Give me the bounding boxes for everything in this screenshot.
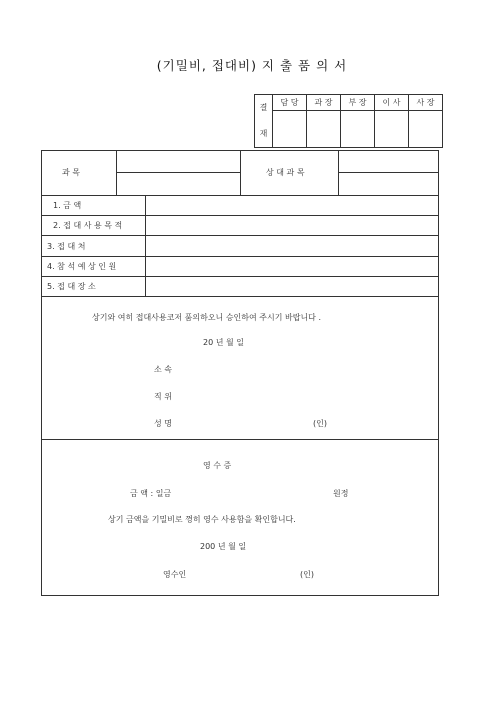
receipt-receiver-input[interactable]: [195, 565, 295, 581]
receipt-date: 200 년 월 일: [200, 542, 247, 551]
field-label-purpose: 2. 접 대 사 용 목 적: [53, 221, 123, 230]
approval-col-director: 이 사: [375, 95, 409, 111]
request-affiliation-label: 소 속: [154, 365, 172, 374]
approval-sign-section-chief[interactable]: [307, 111, 341, 148]
approval-col-staff: 담 당: [273, 95, 307, 111]
account-divider-2: [240, 150, 241, 195]
field-input-purpose[interactable]: [147, 216, 436, 234]
request-position-input[interactable]: [185, 387, 385, 403]
approval-sign-dept-head[interactable]: [341, 111, 375, 148]
counter-account-input-1[interactable]: [340, 152, 436, 171]
document-title: (기밀비, 접대비) 지 출 품 의 서: [156, 58, 348, 73]
request-name-label: 성 명: [154, 419, 172, 428]
counter-account-input-2[interactable]: [340, 174, 436, 193]
request-seal: (인): [313, 419, 327, 428]
account-mid-line-left: [116, 172, 240, 173]
field-input-attendees[interactable]: [147, 257, 436, 275]
section-divider: [41, 439, 438, 440]
field-input-amount[interactable]: [147, 196, 436, 214]
field-input-entertained[interactable]: [147, 236, 436, 255]
approval-label-top: 결: [259, 103, 268, 112]
approval-col-president: 사 장: [409, 95, 443, 111]
request-date: 20 년 월 일: [203, 338, 244, 347]
receipt-statement: 상기 금액을 기밀비로 꼉히 영수 사용함을 확인합니다.: [108, 515, 296, 524]
row-line-5: [41, 296, 438, 297]
field-label-venue: 5. 접 대 장 소: [47, 282, 96, 291]
account-item-input-2[interactable]: [118, 174, 238, 193]
request-affiliation-input[interactable]: [185, 360, 385, 376]
receipt-receiver-label: 영수인: [163, 570, 187, 579]
receipt-seal: (인): [300, 570, 314, 579]
receipt-amount-input[interactable]: [190, 484, 328, 500]
receipt-amount-label: 금 액 : 일금: [130, 489, 172, 498]
request-name-input[interactable]: [185, 414, 305, 430]
account-item-input-1[interactable]: [118, 152, 238, 171]
counter-account-label: 상 대 과 목: [266, 168, 305, 177]
approval-box: [254, 94, 443, 148]
approval-col-section-chief: 과 장: [307, 95, 341, 111]
request-statement: 상기와 여히 접대사용코저 품의하오니 승인하여 주시기 바랍니다 .: [92, 313, 321, 322]
field-label-attendees: 4. 참 석 예 상 인 원: [47, 262, 117, 271]
field-label-divider: [145, 195, 146, 296]
account-mid-line-right: [338, 172, 438, 173]
field-label-amount: 1. 금 액: [53, 201, 82, 210]
approval-col-dept-head: 부 장: [341, 95, 375, 111]
account-item-label: 과 목: [62, 168, 80, 177]
approval-sign-director[interactable]: [375, 111, 409, 148]
approval-label: [255, 95, 273, 148]
receipt-heading: 영 수 증: [203, 461, 232, 470]
field-input-venue[interactable]: [147, 277, 436, 295]
approval-label-bottom: 재: [259, 129, 268, 138]
approval-sign-president[interactable]: [409, 111, 443, 148]
request-position-label: 직 위: [154, 392, 172, 401]
approval-sign-staff[interactable]: [273, 111, 307, 148]
receipt-amount-unit: 원정: [333, 489, 349, 498]
field-label-entertained: 3. 접 대 처: [47, 242, 86, 251]
